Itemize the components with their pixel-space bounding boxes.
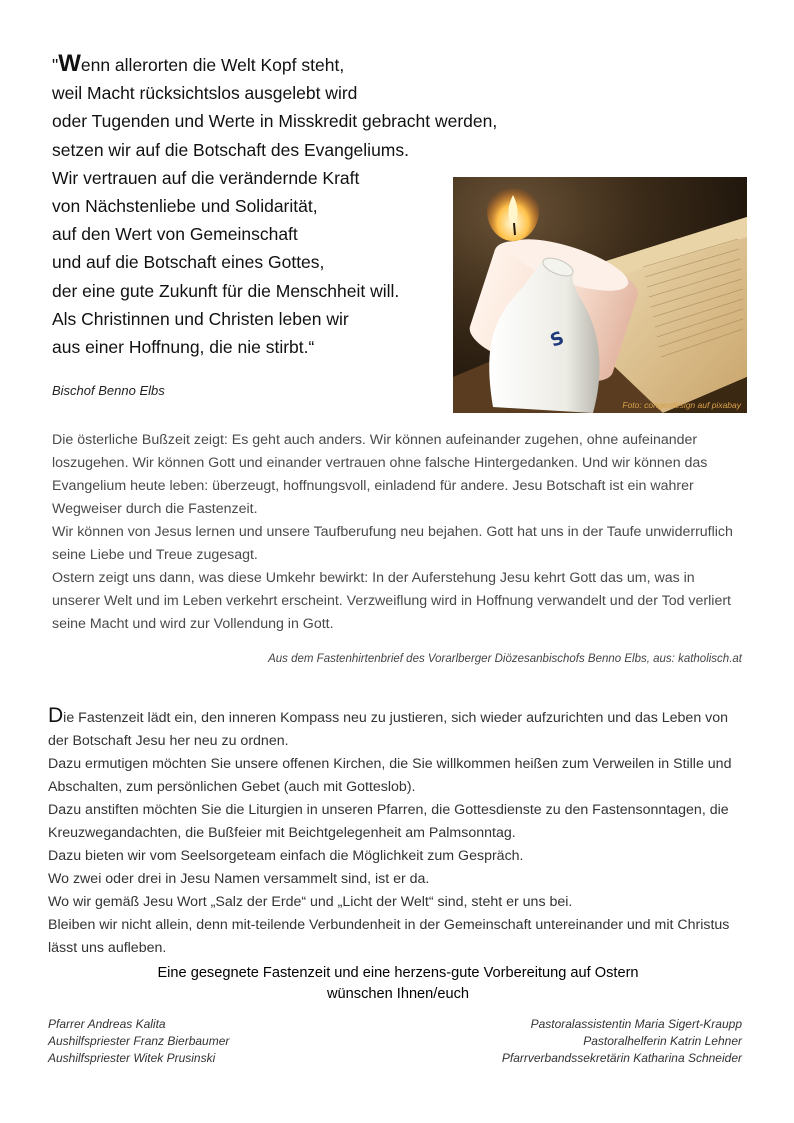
salt-shaker-letter: S: [547, 327, 567, 352]
photo-illustration: [453, 177, 747, 413]
quote-line: aus einer Hoffnung, die nie stirbt.“: [52, 337, 315, 358]
lent-invitation: [48, 704, 748, 960]
quote-line: oder Tugenden und Werte in Misskredit gebracht werden,: [52, 111, 498, 132]
quote-author: Bischof Benno Elbs: [52, 383, 165, 398]
invitation-paragraph: Wo wir gemäß Jesu Wort „Salz der Erde“ und „Licht der Welt“ sind, steht er uns bei.: [48, 894, 573, 910]
closing-blessing: [48, 963, 748, 1005]
pastoral-letter-excerpt: [52, 429, 746, 636]
letter-paragraph: Die österliche Bußzeit zeigt: Es geht auch anders. Wir können aufeinander zugehen, ohne aufeinander loszugehen. Wir können Gott und einander vertrauen ohne falsche Hintergedanken. Und wir können das Evangelium heute leben: überzeugt, hoffnungsvoll, einladend für andere. Jesu Botschaft ist ein wahrer Wegweiser durch die Fastenzeit.: [52, 432, 708, 517]
signature: Aushilfspriester Franz Bierbaumer: [48, 1034, 230, 1048]
signatures-right: [502, 1016, 742, 1067]
quote-line: weil Macht rücksichtslos ausgelebt wird: [52, 83, 358, 104]
invitation-paragraph: Dazu anstiften möchten Sie die Liturgien in unseren Pfarren, die Gottesdienste zu den Fastensonntagen, die Kreuzwegandachten, die Bußfeier mit Beichtgelegenheit am Palmsonntag.: [48, 802, 729, 841]
letter-source: Aus dem Fastenhirtenbrief des Vorarlberger Diözesanbischofs Benno Elbs, aus: katholisch.at: [268, 653, 742, 665]
quote-line: Wir vertrauen auf die verändernde Kraft: [52, 167, 360, 188]
quote-line: der eine gute Zukunft für die Menschheit will.: [52, 280, 400, 301]
signature: Pfarrverbandssekretärin Katharina Schneider: [501, 1051, 742, 1065]
signature: Pastoralhelferin Katrin Lehner: [583, 1034, 742, 1048]
candle-salt-bible-photo: [453, 177, 747, 413]
invitation-paragraph: Wo zwei oder drei in Jesu Namen versammelt sind, ist er da.: [48, 871, 430, 887]
letter-paragraph: Wir können von Jesus lernen und unsere Taufberufung neu bejahen. Gott hat uns in der Taufe unwiderruflich seine Liebe und Treue zugesagt.: [52, 524, 733, 563]
photo-credit: Foto: congerdesign auf pixabay: [622, 400, 741, 410]
quote-line-first: "Wenn allerorten die Welt Kopf steht,: [52, 50, 345, 77]
signature: Aushilfspriester Witek Prusinski: [48, 1051, 216, 1065]
closing-line: Eine gesegnete Fastenzeit und eine herzens-gute Vorbereitung auf Ostern: [157, 965, 639, 981]
invitation-paragraph: Dazu ermutigen möchten Sie unsere offenen Kirchen, die Sie willkommen heißen zum Verweilen in Stille und Abschalten, zum persönlichen Gebet (auch mit Gotteslob).: [48, 756, 732, 795]
quote-line: und auf die Botschaft eines Gottes,: [52, 252, 325, 273]
quote-line: Als Christinnen und Christen leben wir: [52, 308, 349, 329]
invitation-initial: D: [48, 704, 64, 727]
quote-line: von Nächstenliebe und Solidarität,: [52, 196, 318, 217]
signature: Pastoralassistentin Maria Sigert-Kraupp: [530, 1017, 742, 1031]
quote-line: auf den Wert von Gemeinschaft: [52, 224, 298, 245]
invitation-paragraph: Dazu bieten wir vom Seelsorgeteam einfach die Möglichkeit zum Gespräch.: [48, 848, 524, 864]
quote-line: setzen wir auf die Botschaft des Evangeliums.: [52, 139, 409, 160]
closing-line: wünschen Ihnen/euch: [327, 986, 469, 1002]
invitation-paragraph: Bleiben wir nicht allein, denn mit-teilende Verbundenheit in der Gemeinschaft untereinander und mit Christus lässt uns aufleben.: [48, 917, 730, 956]
letter-paragraph: Ostern zeigt uns dann, was diese Umkehr bewirkt: In der Auferstehung Jesu kehrt Gott das um, was in unserer Welt und im Leben verkehrt erscheint. Verzweiflung wird in Hoffnung verwandelt und der Tod verliert seine Macht und wird zur Vollendung in Gott.: [52, 570, 731, 632]
invitation-paragraph: Die Fastenzeit lädt ein, den inneren Kompass neu zu justieren, sich wieder aufzurichten und das Leben von der Botschaft Jesu her neu zu ordnen.: [48, 704, 729, 749]
signature: Pfarrer Andreas Kalita: [48, 1017, 166, 1031]
signatures-left: [48, 1016, 229, 1067]
quote-initial: W: [58, 50, 81, 77]
